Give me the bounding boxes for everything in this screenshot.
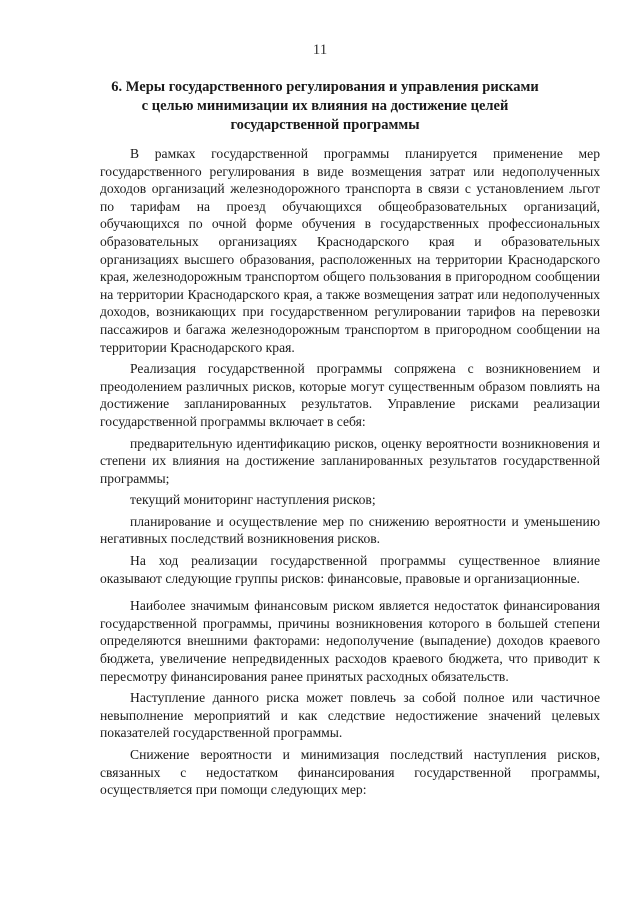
- document-body: [100, 145, 600, 803]
- heading-line: 6. Меры государственного регулирования и управления рисками: [111, 79, 539, 95]
- section-heading: [80, 78, 570, 135]
- paragraph: Снижение вероятности и минимизация последствий наступления рисков, связанных с недостатком финансирования государственной программы, осуществляется при помощи следующих мер:: [100, 747, 600, 798]
- list-item: предварительную идентификацию рисков, оценку вероятности возникновения и степени их влияния на достижение запланированных результатов государственной программы;: [100, 435, 600, 486]
- list-item: планирование и осуществление мер по снижению вероятности и уменьшению негативных последствий возникновения рисков.: [100, 513, 600, 547]
- paragraph: Наиболее значимым финансовым риском является недостаток финансирования государственной программы, причины возникновения которого в большей степени определяются внешними факторами: недополучение (выпадение) доходов краевого бюджета, увеличение непредвиденных расходов краевого бюджета, что приводит к пересмотру финансирования ранее принятых расходных обязательств.: [100, 598, 600, 684]
- paragraph: На ход реализации государственной программы существенное влияние оказывают следующие группы рисков: финансовые, правовые и организационные.: [100, 553, 600, 586]
- heading-line: с целью минимизации их влияния на достижение целей: [141, 98, 509, 114]
- page-number: 11: [312, 42, 328, 58]
- heading-line: государственной программы: [230, 117, 420, 133]
- paragraph: В рамках государственной программы планируется применение мер государственного регулирования в виде возмещения затрат или недополученных доходов организаций железнодорожного транспорта в связи с установлением льгот по тарифам на проезд обучающихся общеобразовательных организаций, обучающихся по очной форме обучения в государственных профессиональных образовательных организациях Краснодарского края и образовательных организациях высшего образования, расположенных на территории Краснодарского края, железнодорожным транспортом общего пользования в пригородном сообщении на территории Краснодарского края, а также возмещения затрат или недополученных доходов, возникающих при государственном регулировании тарифов на перевозки пассажиров и багажа железнодорожным транспортом в пригородном сообщении на территории Краснодарского края.: [100, 146, 600, 355]
- paragraph: Реализация государственной программы сопряжена с возникновением и преодолением различных рисков, которые могут существенным образом повлиять на достижение запланированных результатов. Управление рисками реализации государственной программы включает в себя:: [100, 361, 600, 429]
- paragraph: Наступление данного риска может повлечь за собой полное или частичное невыполнение мероприятий и как следствие недостижение значений целевых показателей государственной программы.: [100, 690, 600, 741]
- list-item: текущий мониторинг наступления рисков;: [130, 492, 376, 508]
